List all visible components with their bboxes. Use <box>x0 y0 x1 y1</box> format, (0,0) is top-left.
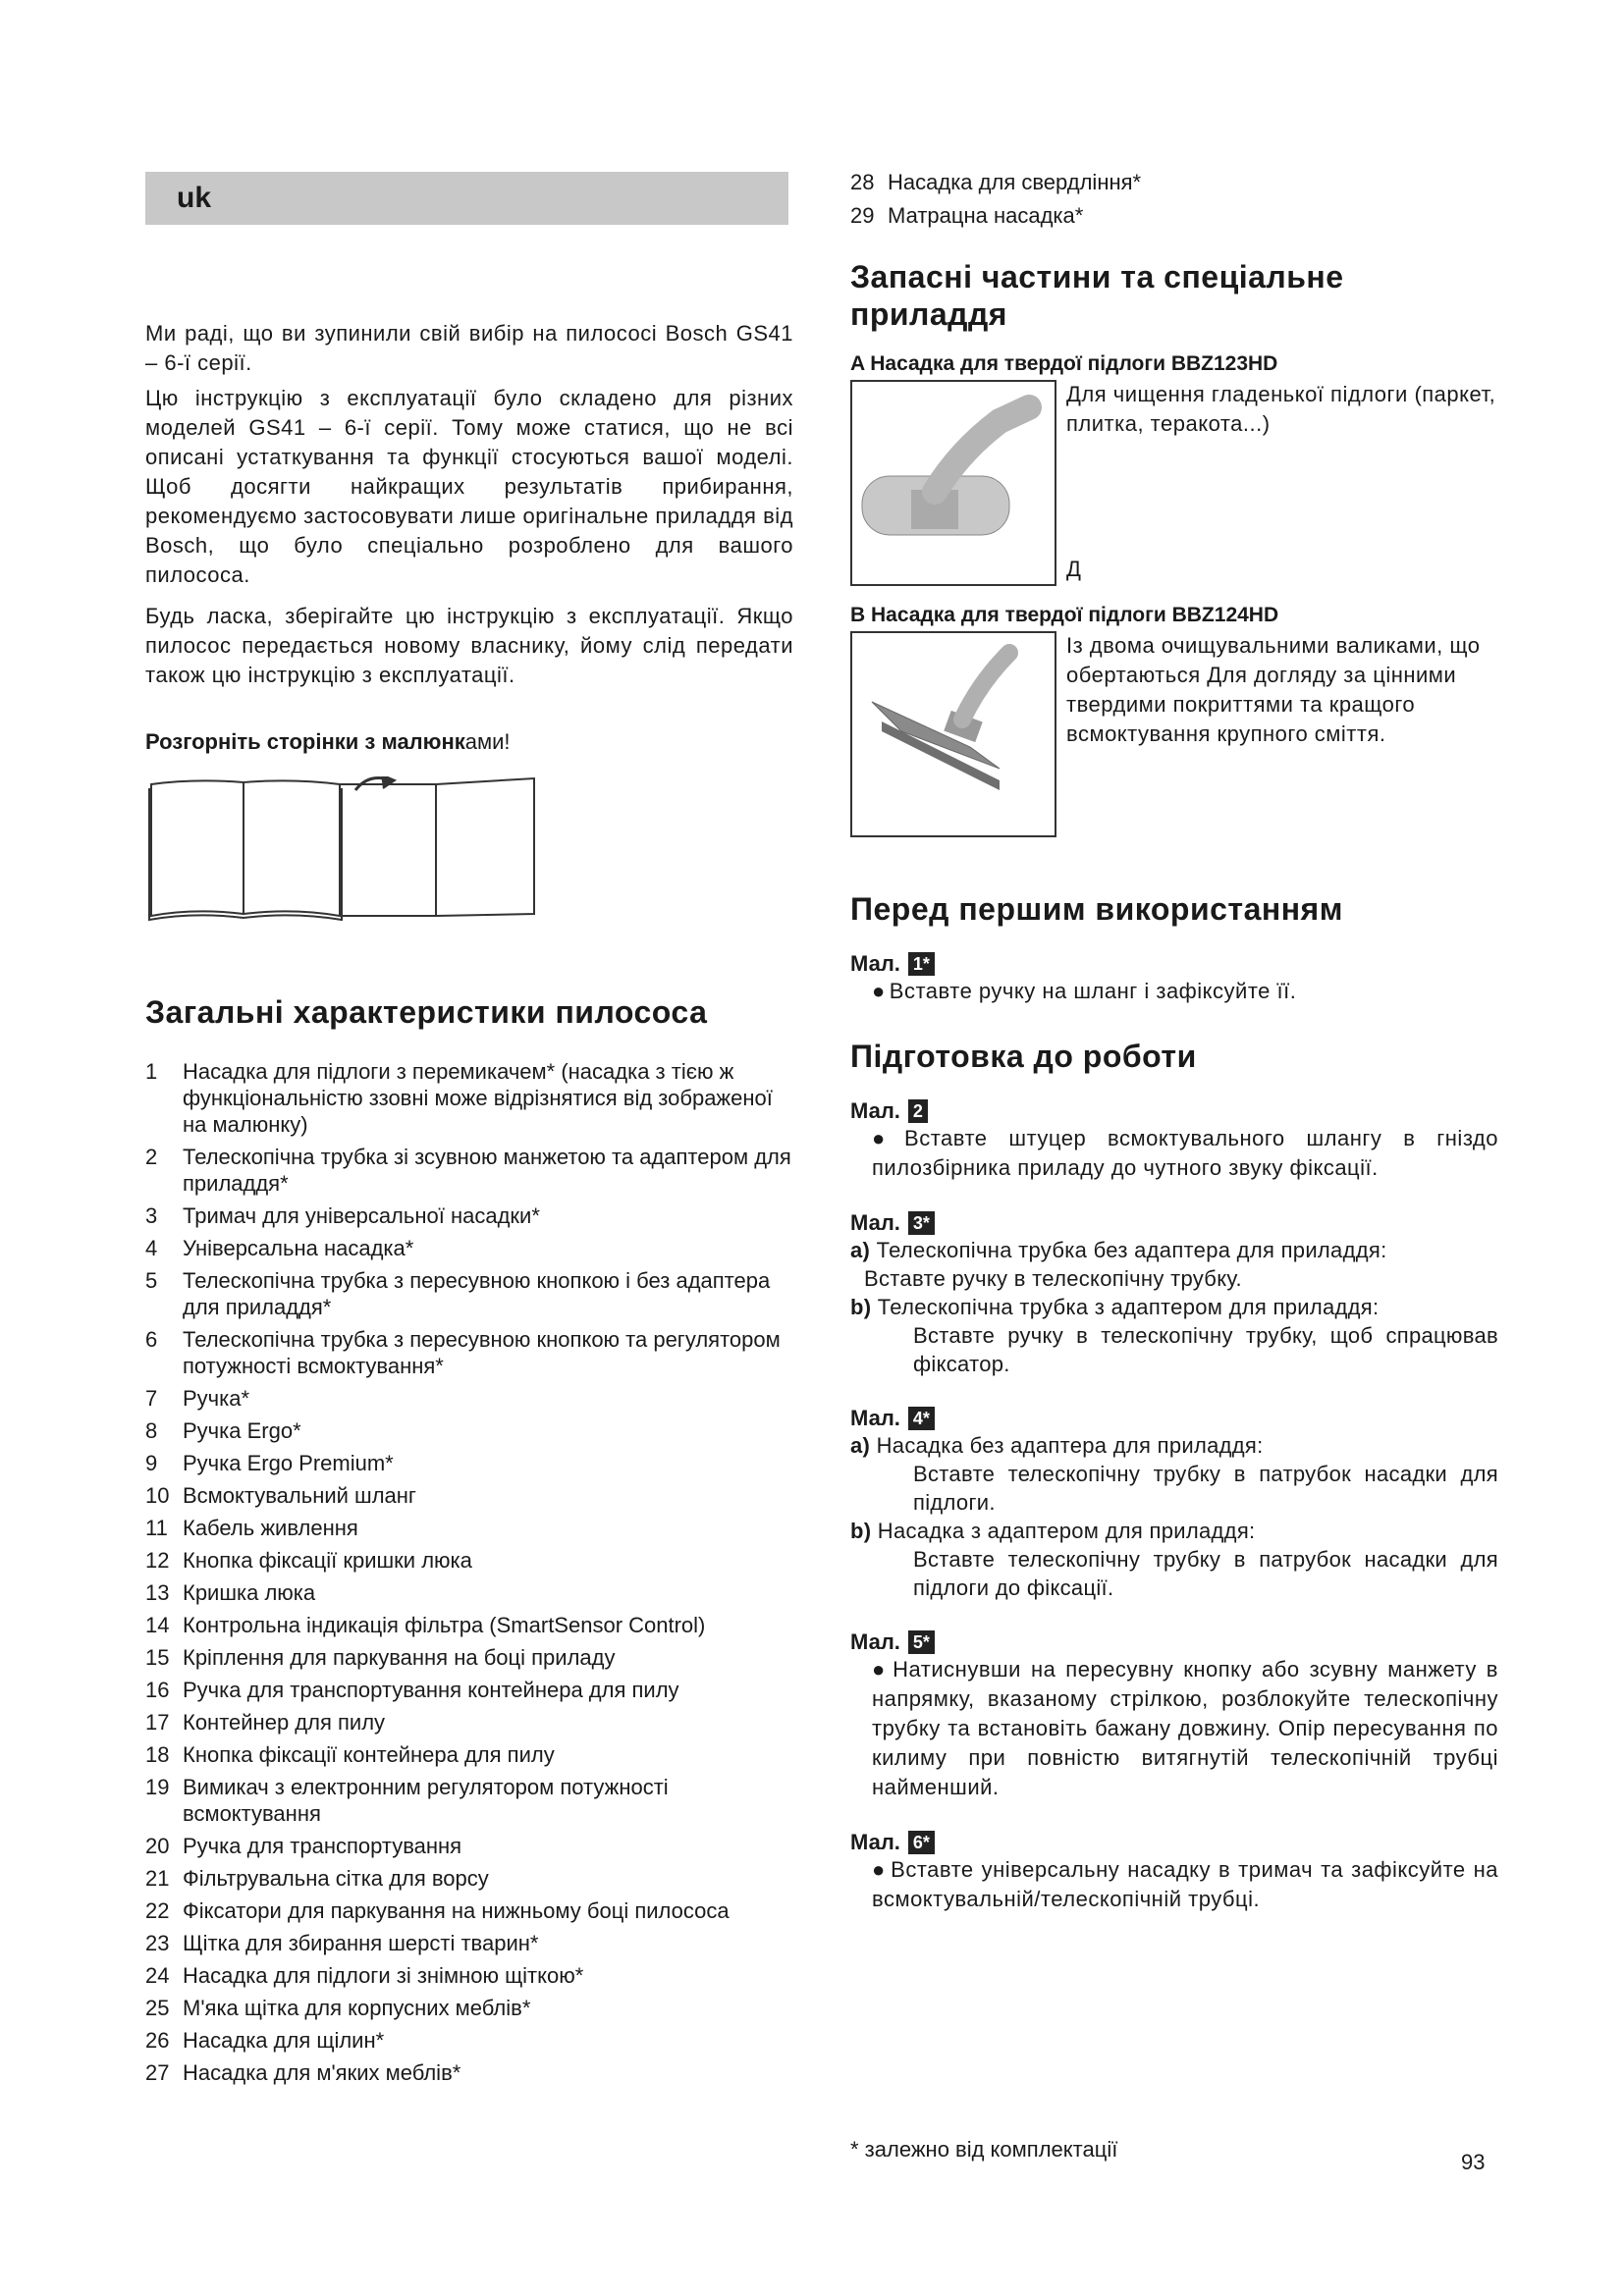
item-number: 22 <box>145 1898 170 1923</box>
part-list-item <box>145 1326 793 1379</box>
accessory-a-title: A Насадка для твердої підлоги BBZ123HD <box>850 352 1278 375</box>
item-number: 5 <box>145 1268 158 1293</box>
item-text: Насадка для щілин* <box>183 2028 385 2053</box>
item-number: 23 <box>145 1931 170 1955</box>
item-number: 25 <box>145 1996 170 2020</box>
hard-floor-nozzle-a-image <box>850 380 1056 586</box>
accessory-a-note: Д <box>1066 557 1082 581</box>
parts-list-continued <box>850 169 1498 229</box>
item-number: 15 <box>145 1645 170 1670</box>
item-text: Кабель живлення <box>183 1516 358 1540</box>
item-number: 6 <box>145 1327 158 1352</box>
figure-ref-5: Мал. 5* <box>850 1629 1498 1655</box>
item-text: Всмоктувальний шланг <box>183 1483 416 1508</box>
part-list-item <box>145 2027 793 2054</box>
item-text: Телескопічна трубка з пересувною кнопкою і без адаптера для приладдя* <box>183 1268 771 1319</box>
item-text: Ручка для транспортування контейнера для пилу <box>183 1678 679 1702</box>
intro-section <box>145 319 793 690</box>
item-text: Насадка для м'яких меблів* <box>183 2060 461 2085</box>
step-fig3-a: a) Телескопічна трубка без адаптера для приладдя: Вставте ручку в телескопічну трубку. <box>850 1238 1387 1291</box>
item-number: 2 <box>145 1145 158 1169</box>
item-text: Насадка для підлоги з перемикачем* (насадка з тією ж функціональністю ззовні може відрізнятися від зображеної на малюнку) <box>183 1059 773 1137</box>
part-list-item <box>145 1579 793 1606</box>
item-number: 21 <box>145 1866 170 1891</box>
item-text: Телескопічна трубка зі зсувною манжетою та адаптером для приладдя* <box>183 1145 791 1196</box>
item-number: 18 <box>145 1742 170 1767</box>
spare-parts-heading: Запасні частини та спеціальне приладдя <box>850 259 1344 332</box>
item-number: 7 <box>145 1386 158 1411</box>
item-number: 16 <box>145 1678 170 1702</box>
preparation-heading: Підготовка до роботи <box>850 1039 1197 1074</box>
figure-ref-1: Мал. 1* <box>850 951 1498 977</box>
step-fig5: ● Натиснувши на пересувну кнопку або зсувну манжету в напрямку, вказаному стрілкою, розблокуйте телескопічну трубку та встановіть бажану довжину. Опір пересування по килиму при повністю витягнутій телескопічній трубці найменший. <box>872 1657 1498 1799</box>
item-text: Ручка для транспортування <box>183 1834 462 1858</box>
item-text: Кнопка фіксації контейнера для пилу <box>183 1742 555 1767</box>
figure-ref-6: Мал. 6* <box>850 1830 1498 1855</box>
figure-ref-3: Мал. 3* <box>850 1210 1498 1236</box>
item-text: Контейнер для пилу <box>183 1710 386 1735</box>
item-text: Матрацна насадка* <box>888 203 1084 228</box>
accessory-b-title: B Насадка для твердої підлоги BBZ124HD <box>850 604 1279 626</box>
step-fig2: ● Вставте штуцер всмоктувального шлангу в гніздо пилозбірника приладу до чутного звуку фіксації. <box>872 1126 1498 1180</box>
part-list-item <box>145 2059 793 2086</box>
accessory-a-description: Для чищення гладенької підлоги (паркет, плитка, теракота...) Д <box>1056 380 1498 586</box>
right-column <box>850 169 1498 1914</box>
page-number: 93 <box>1461 2150 1486 2174</box>
figure-badge: 3* <box>908 1211 935 1235</box>
item-text: М'яка щітка для корпусних меблів* <box>183 1996 531 2020</box>
item-number: 8 <box>145 1418 158 1443</box>
parts-list <box>145 1058 793 2086</box>
item-number: 28 <box>850 170 875 194</box>
part-list-item <box>145 1741 793 1768</box>
item-text: Тримач для універсальної насадки* <box>183 1203 540 1228</box>
item-number: 1 <box>145 1059 158 1084</box>
part-list-item <box>145 1515 793 1541</box>
figure-badge: 2 <box>908 1099 928 1123</box>
item-text: Фіксатори для паркування на нижньому боці пилососа <box>183 1898 730 1923</box>
step-fig4-b: b) Насадка з адаптером для приладдя: Вставте телескопічну трубку в патрубок насадки для підлоги до фіксації. <box>850 1519 1498 1600</box>
language-code: uk <box>177 182 212 214</box>
part-list-item <box>145 1547 793 1574</box>
step-fig6: ● Вставте універсальну насадку в тримач та зафіксуйте на всмоктувальній/телескопічній трубці. <box>872 1857 1498 1911</box>
item-text: Щітка для збирання шерсті тварин* <box>183 1931 539 1955</box>
left-column <box>145 172 793 2092</box>
before-first-use-heading: Перед першим використанням <box>850 891 1343 927</box>
accessory-a <box>850 380 1498 586</box>
item-text: Фільтрувальна сітка для ворсу <box>183 1866 489 1891</box>
part-list-item <box>145 1833 793 1859</box>
step-fig4-a: a) Насадка без адаптера для приладдя: Вставте телескопічну трубку в патрубок насадки для підлоги. <box>850 1433 1498 1515</box>
item-number: 13 <box>145 1580 170 1605</box>
item-number: 10 <box>145 1483 170 1508</box>
unfold-book-icon <box>145 776 558 932</box>
item-text: Ручка Ergo Premium* <box>183 1451 394 1475</box>
item-number: 20 <box>145 1834 170 1858</box>
part-list-item <box>145 1417 793 1444</box>
part-list-item <box>145 1482 793 1509</box>
part-list-item <box>145 1058 793 1138</box>
item-number: 3 <box>145 1203 158 1228</box>
item-number: 12 <box>145 1548 170 1573</box>
part-list-item <box>145 1202 793 1229</box>
unfold-pages-note: Розгорніть сторінки з малюнками! <box>145 729 511 754</box>
part-list-item <box>145 1450 793 1476</box>
item-number: 26 <box>145 2028 170 2053</box>
part-list-item <box>850 169 1498 195</box>
hard-floor-nozzle-b-image <box>850 631 1056 837</box>
part-list-item <box>145 1144 793 1197</box>
part-list-item <box>145 1612 793 1638</box>
part-list-item <box>145 1962 793 1989</box>
item-text: Кріплення для паркування на боці приладу <box>183 1645 616 1670</box>
item-text: Ручка* <box>183 1386 250 1411</box>
item-number: 9 <box>145 1451 158 1475</box>
figure-badge: 5* <box>908 1630 935 1654</box>
item-text: Ручка Ergo* <box>183 1418 301 1443</box>
part-list-item <box>145 1267 793 1320</box>
part-list-item <box>145 1709 793 1735</box>
accessory-b-description: Із двома очищувальними валиками, що обертаються Для догляду за цінними твердими покриттями та кращого всмоктування крупного сміття. <box>1066 633 1481 746</box>
item-text: Кришка люка <box>183 1580 316 1605</box>
item-text: Вимикач з електронним регулятором потужності всмоктування <box>183 1775 669 1826</box>
item-number: 29 <box>850 203 875 228</box>
item-number: 4 <box>145 1236 158 1260</box>
figure-badge: 1* <box>908 952 935 976</box>
part-list-item <box>145 1235 793 1261</box>
item-text: Контрольна індикація фільтра (SmartSensor Control) <box>183 1613 706 1637</box>
part-list-item <box>145 1897 793 1924</box>
figure-badge: 6* <box>908 1831 935 1854</box>
item-number: 24 <box>145 1963 170 1988</box>
part-list-item <box>145 1930 793 1956</box>
item-text: Кнопка фіксації кришки люка <box>183 1548 472 1573</box>
item-number: 17 <box>145 1710 170 1735</box>
item-number: 27 <box>145 2060 170 2085</box>
part-list-item <box>850 202 1498 229</box>
item-text: Насадка для підлоги зі знімною щіткою* <box>183 1963 584 1988</box>
features-heading: Загальні характеристики пилососа <box>145 994 708 1030</box>
step-fig3-b: b) Телескопічна трубка з адаптером для приладдя: Вставте ручку в телескопічну трубку, щоб спрацював фіксатор. <box>850 1295 1498 1376</box>
item-number: 14 <box>145 1613 170 1637</box>
part-list-item <box>145 1644 793 1671</box>
figure-ref-4: Мал. 4* <box>850 1406 1498 1431</box>
step-fig1: ● Вставте ручку на шланг і зафіксуйте її. <box>872 979 1297 1003</box>
part-list-item <box>145 1865 793 1892</box>
figure-badge: 4* <box>908 1407 935 1430</box>
part-list-item <box>145 1774 793 1827</box>
intro-paragraph-1: Ми раді, що ви зупинили свій вибір на пилососі Bosch GS41 – 6-ї серії. <box>145 321 793 375</box>
accessory-b <box>850 631 1498 837</box>
part-list-item <box>145 1995 793 2021</box>
item-text: Універсальна насадка* <box>183 1236 414 1260</box>
item-text: Телескопічна трубка з пересувною кнопкою та регулятором потужності всмоктування* <box>183 1327 781 1378</box>
intro-paragraph-3: Будь ласка, зберігайте цю інструкцію з експлуатації. Якщо пилосос передається новому власнику, йому слід передати також цю інструкцію з експлуатації. <box>145 604 793 687</box>
part-list-item <box>145 1677 793 1703</box>
part-list-item <box>145 1385 793 1412</box>
item-number: 19 <box>145 1775 170 1799</box>
figure-ref-2: Мал. 2 <box>850 1098 1498 1124</box>
item-text: Насадка для свердління* <box>888 170 1142 194</box>
item-number: 11 <box>145 1516 168 1540</box>
intro-paragraph-2: Цю інструкцію з експлуатації було складено для різних моделей GS41 – 6-ї серії. Тому може статися, що не всі описані устаткування та функції стосуються вашої моделі. Щоб досягти найкращих результатів прибирання, рекомендуємо застосовувати лише оригінальне приладдя від Bosch, що було спеціально розроблено для вашого пилососа. <box>145 386 793 587</box>
footnote: * залежно від комплектації <box>850 2137 1118 2162</box>
language-bar <box>145 172 788 225</box>
